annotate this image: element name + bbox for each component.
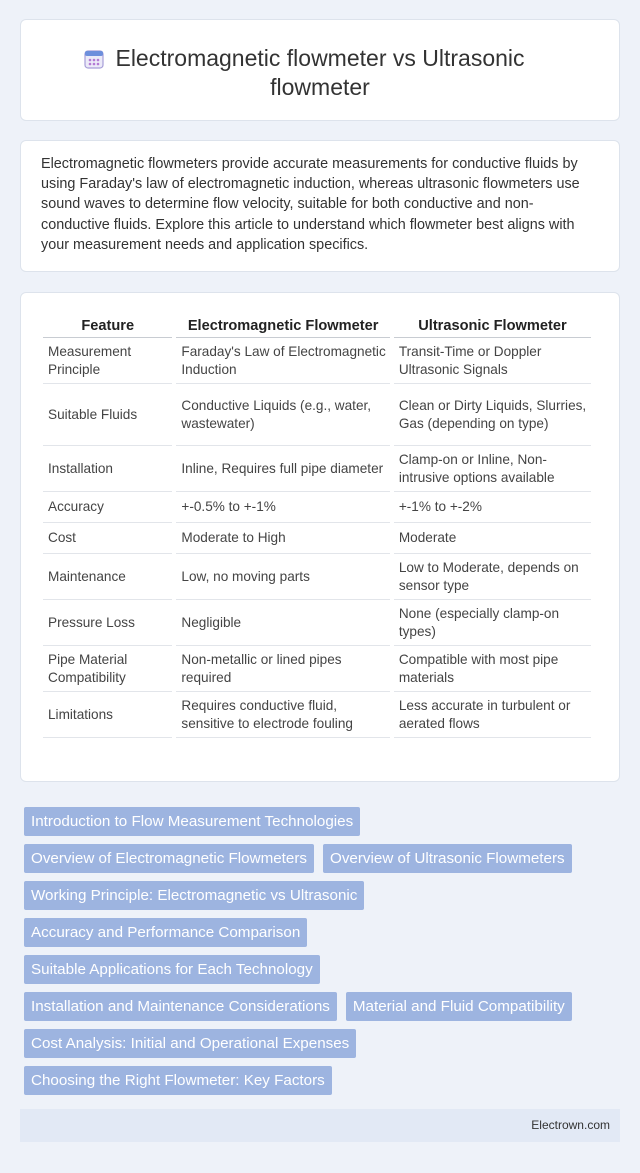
topic-tags — [24, 807, 616, 1103]
title-card — [20, 19, 620, 121]
table-row — [43, 384, 591, 446]
topic-tag-link[interactable]: Installation and Maintenance Considerations — [24, 992, 337, 1021]
tag-row — [24, 844, 616, 881]
feature-cell: Maintenance — [43, 554, 172, 600]
electromagnetic-cell: Negligible — [176, 600, 389, 646]
table-row — [43, 338, 591, 384]
footer — [20, 1109, 620, 1142]
electromagnetic-cell: Conductive Liquids (e.g., water, wastewater) — [176, 384, 389, 446]
topic-tag-link[interactable]: Accuracy and Performance Comparison — [24, 918, 307, 947]
electromagnetic-cell: +-0.5% to +-1% — [176, 492, 389, 523]
electromagnetic-cell: Inline, Requires full pipe diameter — [176, 446, 389, 492]
feature-cell: Accuracy — [43, 492, 172, 523]
tag-row — [24, 992, 616, 1029]
ultrasonic-cell: Less accurate in turbulent or aerated flows — [394, 692, 591, 738]
electromagnetic-cell: Non-metallic or lined pipes required — [176, 646, 389, 692]
feature-cell: Installation — [43, 446, 172, 492]
column-header: Ultrasonic Flowmeter — [394, 315, 591, 338]
topic-tag-link[interactable]: Cost Analysis: Initial and Operational Expenses — [24, 1029, 356, 1058]
tag-row — [24, 807, 616, 844]
table-row — [43, 523, 591, 554]
column-header: Feature — [43, 315, 172, 338]
feature-cell: Pipe Material Compatibility — [43, 646, 172, 692]
tag-row — [24, 955, 616, 992]
page-title: Electromagnetic flowmeter vs Ultrasonic flowmeter — [115, 45, 525, 100]
feature-cell: Measurement Principle — [43, 338, 172, 384]
topic-tag-link[interactable]: Overview of Ultrasonic Flowmeters — [323, 844, 572, 873]
table-row — [43, 646, 591, 692]
topic-tag-link[interactable]: Working Principle: Electromagnetic vs Ultrasonic — [24, 881, 364, 910]
ultrasonic-cell: Clean or Dirty Liquids, Slurries, Gas (depending on type) — [394, 384, 591, 446]
feature-cell: Pressure Loss — [43, 600, 172, 646]
feature-cell: Suitable Fluids — [43, 384, 172, 446]
ultrasonic-cell: Compatible with most pipe materials — [394, 646, 591, 692]
tag-row — [24, 1066, 616, 1103]
table-row — [43, 446, 591, 492]
topic-tag-link[interactable]: Overview of Electromagnetic Flowmeters — [24, 844, 314, 873]
column-header: Electromagnetic Flowmeter — [176, 315, 389, 338]
table-row — [43, 600, 591, 646]
intro-paragraph: Electromagnetic flowmeters provide accurate measurements for conductive fluids by using Faraday's law of electromagnetic induction, whereas ultrasonic flowmeters use sound waves to determine flow velocity, suitable for both conductive and non-conductive fluids. Explore this article to understand which flowmeter best aligns with your measurement needs and application specifics. — [41, 156, 580, 253]
topic-tag-link[interactable]: Material and Fluid Compatibility — [346, 992, 572, 1021]
electromagnetic-cell: Moderate to High — [176, 523, 389, 554]
feature-cell: Limitations — [43, 692, 172, 738]
tag-row — [24, 1029, 616, 1066]
table-row — [43, 492, 591, 523]
ultrasonic-cell: Clamp-on or Inline, Non-intrusive options available — [394, 446, 591, 492]
tag-row — [24, 881, 616, 918]
electromagnetic-cell: Faraday's Law of Electromagnetic Induction — [176, 338, 389, 384]
tag-row — [24, 918, 616, 955]
footer-site-link[interactable]: Electrown.com — [531, 1118, 610, 1132]
ultrasonic-cell: Transit-Time or Doppler Ultrasonic Signals — [394, 338, 591, 384]
electromagnetic-cell: Requires conductive fluid, sensitive to electrode fouling — [176, 692, 389, 738]
table-row — [43, 554, 591, 600]
table-header-row — [43, 315, 591, 338]
comparison-card — [20, 292, 620, 782]
topic-tag-link[interactable]: Choosing the Right Flowmeter: Key Factors — [24, 1066, 332, 1095]
ultrasonic-cell: +-1% to +-2% — [394, 492, 591, 523]
table-row — [43, 692, 591, 738]
electromagnetic-cell: Low, no moving parts — [176, 554, 389, 600]
topic-tag-link[interactable]: Introduction to Flow Measurement Technologies — [24, 807, 360, 836]
feature-cell: Cost — [43, 523, 172, 554]
intro-card — [20, 140, 620, 272]
ultrasonic-cell: Moderate — [394, 523, 591, 554]
ultrasonic-cell: None (especially clamp-on types) — [394, 600, 591, 646]
topic-tag-link[interactable]: Suitable Applications for Each Technology — [24, 955, 320, 984]
ultrasonic-cell: Low to Moderate, depends on sensor type — [394, 554, 591, 600]
comparison-table — [39, 315, 595, 738]
